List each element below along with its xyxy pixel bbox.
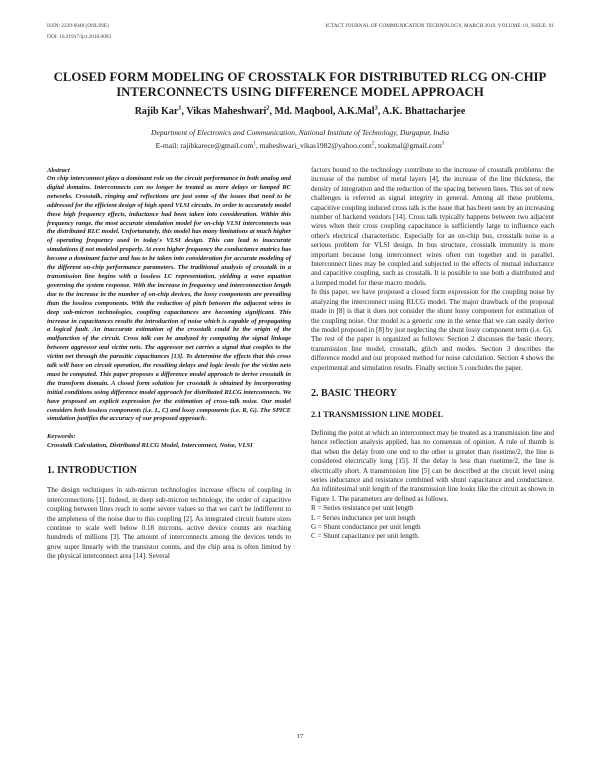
email-address[interactable]: maheshwari_vikas1982@yahoo.com xyxy=(259,141,372,150)
email-mark: 2 xyxy=(371,141,375,147)
author-affiliation-mark: 1 xyxy=(178,104,182,112)
keywords-heading: Keywords: xyxy=(47,433,76,441)
definition-item: G = Shunt conductance per unit length xyxy=(311,523,421,531)
author-name: Rajib Kar xyxy=(134,106,179,117)
issn-header: ISSN: 2229-6948 (ONLINE) xyxy=(47,23,109,29)
definition-item: R = Series resistance per unit length xyxy=(311,504,414,513)
email-mark: 1 xyxy=(253,141,256,147)
intro-paragraph-1: The design techniques in sub-micron technologies increase effects of coupling in interconnections [1]. Indeed, in deep sub-micron technology, the order of capacitive coupling between lines reach to some severe values so that we can't be indifferent to the ampleness of the noise due to this coupling [2]. As integrated circuit feature sizes continue to scale well below 0.18 microns, active device counts are reaching hundreds of millions [3]. The amount of interconnects among the devices tends to grow super linearly with the transistor counts, and the chip area is often limited by the physical interconnect area [14]. Several xyxy=(47,486,291,561)
email-address[interactable]: toakmal@gmail.com xyxy=(378,141,442,150)
email-mark: 3 xyxy=(441,141,445,147)
affiliation: Department of Electronics and Communication, National Institute of Technology, Durgapur, India xyxy=(150,128,450,137)
email-label: E-mail: xyxy=(155,141,181,150)
abstract-text: On chip interconnect plays a dominant role on the circuit performance in both analog and digital domains. Interconnects can no longer be treated as mere delays or lumped RC networks. Crosstalk, ringing and reflections are just some of the issues that need to be addressed for the efficient design of high speed VLSI circuits. In order to accurately model these high frequency effects, inductance had been taken into consideration. Within this frequency range, the most accurate simulation model for on-chip VLSI interconnects was the distributed RLC model. Unfortunately, this model has many limitations at much higher of operating frequency used in today's VLSI design. This can lead to inaccurate simulations if not modeled properly. At even higher frequency the conductance matrics has become a dominant factor and has to be taken into consideration for accurate modeling of the different on-chip performance parameters. The traditional analysis of crosstalk in a transmission line begins with a lossless LC representation, yielding a wave equation governing the system response. With the increase in frequency and interconnection length due to the increase in the number of on-chip devices, the lossy components are prevailing than the lossless components. With the reduction of pitch between the adjacent wires in deep sub-micron technologies, coupling capacitances are becoming significant. This increase in capacitances results the introduction of noise which is capable of propagating a logical fault. An inaccurate estimation of the crosstalk could be the origin of the malfunction of the circuit. Cross talk can be analyzed by computing the signal linkage between aggressor and victim nets. The aggressor net carries a signal that couples to the victim net through the parasitic capacitances [13]. To determine the effects that this cross talk will have on circuit operation, the resulting delays and logic levels for the victim nets must be computed. This paper proposes a difference model approach to derive crosstalk in the transform domain. A closed form solution for crosstalk is obtained by incorporating initial conditions using difference model approach for distributed RLCG interconnects. We have proposed an explicit expression for the estimation of cross-talk noise. Our model considers both lossless components (i.e. L, C) and lossy components (i.e. R, G). The SPICE simulation justifies the accuracy of our proposed approach. xyxy=(47,175,291,423)
author-affiliation-mark: 3 xyxy=(374,104,378,112)
page-number: 17 xyxy=(296,733,304,740)
definition-item: L = Series inductance per unit length xyxy=(311,513,416,522)
paper-title: CLOSED FORM MODELING OF CROSSTALK FOR DISTRIBUTED RLCG ON-CHIP INTERCONNECTS USING DIFFERENCE MODEL APPROACH xyxy=(53,70,547,99)
right-column xyxy=(311,166,554,542)
transmission-line-subheading: 2.1 TRANSMISSION LINE MODEL xyxy=(311,409,444,419)
basic-theory-paragraph: Defining the point at which an interconnect may be treated as a transmission line and hence reflection analysis applied, has no consensus of opinion. A rule of thumb is that when the delay from one end to the other is greater than risetime/2, the line is considered electrically long [15]. If the delay is less than risetime/2, the line is electrically short. A transmission line [5] can be described at the circuit level using series inductance and resistance combined with shunt capacitance and conductance. An infinitesimal unit length of the transmission line looks like the circuit as shown in Figure 1. The parameters are defined as follows. xyxy=(311,428,554,503)
keywords-text: Crosstalk Calculation, Distributed RLCG Model, Interconnect, Noise, VLSI xyxy=(47,442,253,450)
intro-paragraph-2: factors bound to the technology contribute to the increase of crosstalk problems: the increase of the number of metal layers [4], the increase of the line thickness, the density of integration and the reduction of the spacing between lines. This set of new challenges is referred as signal integrity in general. Among all these problems, capacitive coupling induced cross talk is the issue that has been seen by an increasing number of backend vendors [14]. Cross talk typically happens between two adjacent wires when their cross coupling capacitance is sufficiently large to influence each other's electrical characteristic. Especially for an on-chip bus, crosstalk noise is a serious problem for VLSI design. In bus structure, crosstalk immunity is more important because long interconnect wires often run together and in parallel. Interconnect lines may be coupled and subjected to the effects of mutual inductance and capacitive coupling, such as crosstalk. It is possible to use both a distributed and a lumped model for these macro models. xyxy=(311,166,554,287)
basic-theory-heading: 2. BASIC THEORY xyxy=(311,387,397,399)
email-address[interactable]: rajibkarece@gmail.com xyxy=(180,141,254,150)
intro-paragraph-3: In this paper, we have proposed a closed form expression for the coupling noise by analyzing the interconnect using RLCG model. The major drawback of the proposal made in [8] is that it does not consider the shunt lossy component for estimation of the coupling noise. Our model is a generic one in the sense that we can easily derive the model proposed in [8] by just neglecting the shunt lossy component term (i.e. G). xyxy=(311,288,554,334)
journal-header: ICTACT JOURNAL OF COMMUNICATION TECHNOLOGY, MARCH 2010, VOLUME: 01, ISSUE: 01 xyxy=(325,23,554,29)
introduction-heading: 1. INTRODUCTION xyxy=(47,465,138,477)
author-name: A.K. Bhattacharjee xyxy=(382,106,466,117)
author-name: Vikas Maheshwari xyxy=(186,106,267,117)
intro-paragraph-4: The rest of the paper is organized as follows: Section 2 discusses the basic theory, transmission line model, crosstalk, glitch and modes. Section 3 describes the difference model and our proposed method for noise calculation. Section 4 shows the experimental and simulation results. Finally section 5 concludes the paper. xyxy=(311,335,554,372)
author-name: Md. Maqbool, A.K.Mal xyxy=(274,106,375,117)
author-affiliation-mark: 2 xyxy=(266,104,270,112)
doi-header: DOI: 10.21917/ijct.2010.0003 xyxy=(47,34,112,40)
email-line: E-mail: rajibkarece@gmail.com$^1$, maheshwari_vikas1982@yahoo.com$^2$, toakmal@gmail.com$^3$ xyxy=(155,141,445,150)
definition-item: C = Shunt capacitance per unit length. xyxy=(311,532,420,541)
abstract-heading: Abstract xyxy=(47,167,70,174)
author-list: Rajib Kar$^1$, Vikas Maheshwari$^2$, Md. Maqbool, A.K.Mal$^3$, A.K. Bhattacharjee xyxy=(134,104,466,117)
left-column xyxy=(47,166,291,562)
